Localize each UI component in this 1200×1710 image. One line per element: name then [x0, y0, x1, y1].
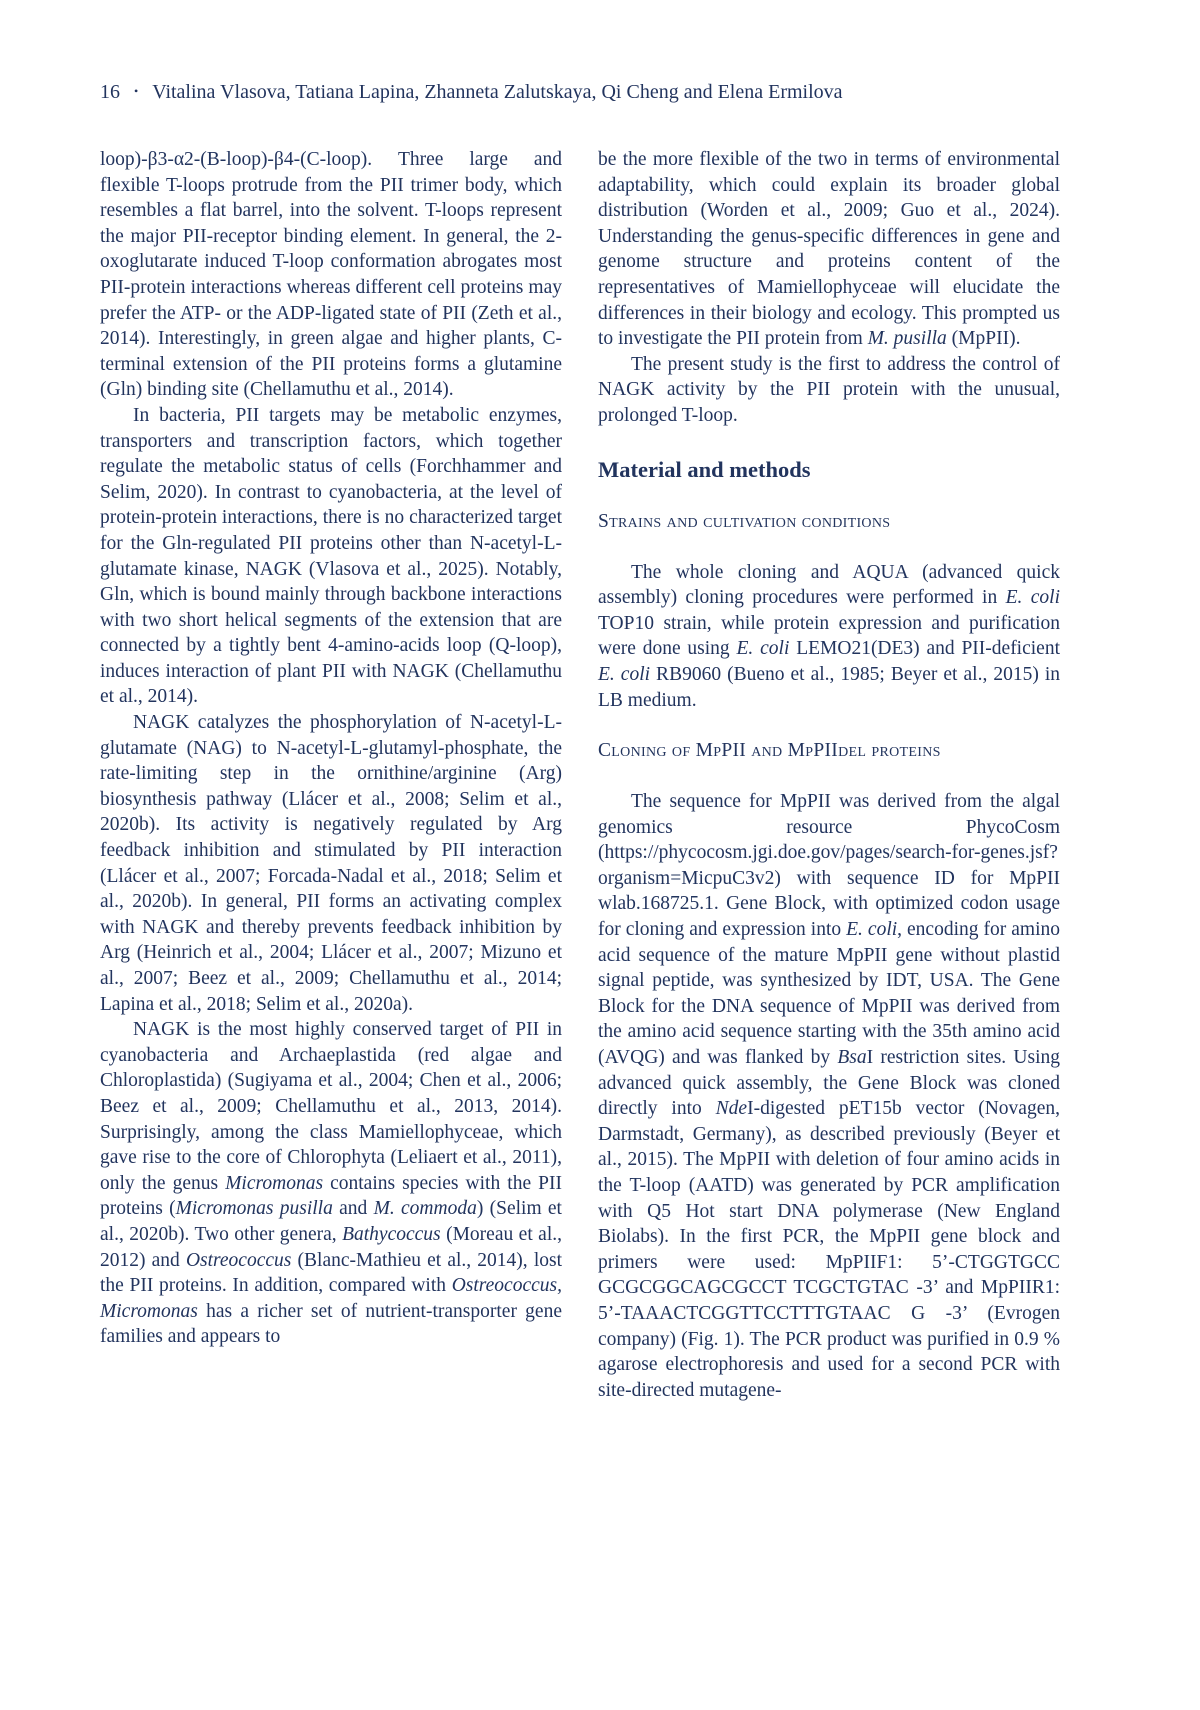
paragraph: [100, 147, 562, 403]
text-run: Cloning of MpPII and MpPIIdel proteins: [598, 740, 941, 762]
text-run: contains species with the PII proteins (: [100, 1172, 562, 1220]
text-run: RB9060 (Bueno et al., 1985; Beyer et al., 2015) in LB medium.: [598, 663, 1060, 711]
running-head: [100, 78, 1060, 105]
text-run: Material and methods: [598, 456, 811, 482]
text-run: The whole cloning and AQUA (advanced quick assembly) cloning procedures were performed in: [598, 561, 1060, 609]
separator-dot: •: [134, 84, 139, 98]
right-column: [598, 147, 1060, 1403]
page-number: 16: [100, 81, 120, 103]
italic-text-run: Micromonas pusilla: [175, 1198, 333, 1220]
italic-text-run: E. coli: [598, 663, 651, 685]
italic-text-run: Micromonas: [225, 1172, 324, 1194]
subsection-heading: [598, 509, 1060, 535]
two-column-body: [100, 147, 1060, 1403]
text-run: loop)-β3-α2-(B-loop)-β4-(C-loop). Three large and flexible T-loops protrude from the PII trimer body, which resembles a flat barrel, into the solvent. T-loops represent the major PII-receptor binding element. In general, the 2-oxoglutarate induced T-loop conformation abrogates most PII-protein interactions whereas different cell proteins may prefer the ATP- or the ADP-ligated state of PII (Zeth et al., 2014). Interestingly, in green algae and higher plants, C-terminal extension of the PII proteins forms a glutamine (Gln) binding site (Chellamuthu et al., 2014).: [100, 149, 562, 401]
italic-text-run: Bathycoccus: [342, 1223, 441, 1245]
text-run: (MpPII).: [946, 328, 1021, 350]
paragraph: [100, 710, 562, 1017]
text-run: NAGK catalyzes the phosphorylation of N-acetyl-L-glutamate (NAG) to N-acetyl-L-glutamyl-phosphate, the rate-limiting step in the ornithine/arginine (Arg) biosynthesis pathway (Llácer et al., 2008; Selim et al., 2020b). Its activity is negatively regulated by Arg feedback inhibition and stimulated by PII interaction (Llácer et al., 2007; Forcada-Nadal et al., 2018; Selim et al., 2020b). In general, PII forms an activating complex with NAGK and thereby prevents feedback inhibition by Arg (Heinrich et al., 2004; Llácer et al., 2007; Mizuno et al., 2007; Beez et al., 2009; Chellamuthu et al., 2014; Lapina et al., 2018; Selim et al., 2020a).: [100, 712, 562, 1015]
subsection-heading: [598, 738, 1060, 764]
paragraph: [598, 560, 1060, 714]
italic-text-run: Ostreococcus, Micromonas: [100, 1275, 562, 1322]
italic-text-run: Bsa: [837, 1047, 867, 1069]
text-run: and: [332, 1198, 374, 1220]
paragraph: [598, 352, 1060, 429]
text-run: I-digested pET15b vector (Novagen, Darmstadt, Germany), as described previously (Beyer et al., 2015). The MpPII with deletion of four amino acids in the T-loop (AATD) was generated by PCR amplification with Q5 Hot start DNA polymerase (New England Biolabs). In the first PCR, the MpPII gene block and primers were used: MpPIIF1: 5’-CTGGTGCC GCGCGGCAGCGCCT TCGCTGTAC -3’ and MpPIIR1: 5’-TAAACTCGGTTCCTTTGTAAC G -3’ (Evrogen company) (Fig. 1). The PCR product was purified in 0.9 % agarose electrophoresis and used for a second PCR with site-directed mutagene-: [598, 1098, 1060, 1401]
left-column: [100, 147, 562, 1403]
paragraph: [100, 403, 562, 710]
italic-text-run: E. coli: [1005, 587, 1060, 609]
paragraph: [100, 1017, 562, 1350]
italic-text-run: E. coli: [736, 638, 790, 660]
text-run: (Blanc-Mathieu et al., 2014), lost the PII proteins. In addition, compared with: [100, 1249, 562, 1297]
section-heading: [598, 456, 1060, 484]
text-run: Strains and cultivation conditions: [598, 510, 891, 532]
text-run: TOP10 strain, while protein expression and purification were done using: [598, 612, 1060, 660]
text-run: NAGK is the most highly conserved target of PII in cyanobacteria and Archaeplastida (red algae and Chloroplastida) (Sugiyama et al., 2004; Chen et al., 2006; Beez et al., 2009; Chellamuthu et al., 2013, 2014). Surprisingly, among the class Mamiellophyceae, which gave rise to the core of Chlorophyta (Leliaert et al., 2011), only the genus: [100, 1019, 562, 1194]
text-run: The present study is the first to address the control of NAGK activity by the PII protein with the unusual, prolonged T-loop.: [598, 353, 1060, 426]
text-run: In bacteria, PII targets may be metabolic enzymes, transporters and transcription factors, which together regulate the metabolic status of cells (Forchhammer and Selim, 2020). In contrast to cyanobacteria, at the level of protein-protein interactions, there is no characterized target for the Gln-regulated PII proteins other than N-acetyl-L-glutamate kinase, NAGK (Vlasova et al., 2025). Notably, Gln, which is bound mainly through backbone interactions with two short helical segments of the extension that are connected by a tightly bent 4-amino-acids loop (Q-loop), induces interaction of plant PII with NAGK (Chellamuthu et al., 2014).: [100, 404, 562, 708]
italic-text-run: E. coli: [846, 919, 898, 941]
text-run: , encoding for amino acid sequence of the mature MpPII gene without plastid signal peptide, was synthesized by IDT, USA. The Gene Block for the DNA sequence of MpPII was derived from the amino acid sequence starting with the 35th amino acid (AVQG) and was flanked by: [598, 919, 1060, 1069]
text-run: The sequence for MpPII was derived from the algal genomics resource PhycoCosm (https://phycocosm.jgi.doe.gov/pages/search-for-genes.jsf?organism=MicpuC3v2) with sequence ID for MpPII wlab.168725.1. Gene Block, with optimized codon usage for cloning and expression into: [598, 791, 1060, 941]
text-run: LEMO21(DE3) and PII-deficient: [789, 638, 1061, 660]
text-run: has a richer set of nutrient-transporter gene families and appears to: [100, 1300, 562, 1348]
text-run: ) (Selim et al., 2020b). Two other genera,: [100, 1198, 562, 1245]
italic-text-run: Nde: [715, 1098, 748, 1120]
italic-text-run: M. pusilla: [867, 328, 947, 350]
text-run: (Moreau et al., 2012) and: [100, 1223, 562, 1271]
paragraph: [598, 147, 1060, 352]
text-run: be the more flexible of the two in terms of environmental adaptability, which could explain its broader global distribution (Worden et al., 2009; Guo et al., 2024). Understanding the genus-specific differences in gene and genome structure and proteins content of the representatives of Mamiellophyceae will elucidate the differences in their biology and ecology. This prompted us to investigate the PII protein from: [598, 149, 1060, 350]
text-run: I restriction sites. Using advanced quick assembly, the Gene Block was cloned directly into: [598, 1047, 1060, 1120]
paragraph: [598, 789, 1060, 1403]
italic-text-run: M. commoda: [373, 1198, 477, 1220]
running-authors: Vitalina Vlasova, Tatiana Lapina, Zhanneta Zalutskaya, Qi Cheng and Elena Ermilova: [152, 81, 843, 103]
italic-text-run: Ostreococcus: [185, 1249, 292, 1271]
